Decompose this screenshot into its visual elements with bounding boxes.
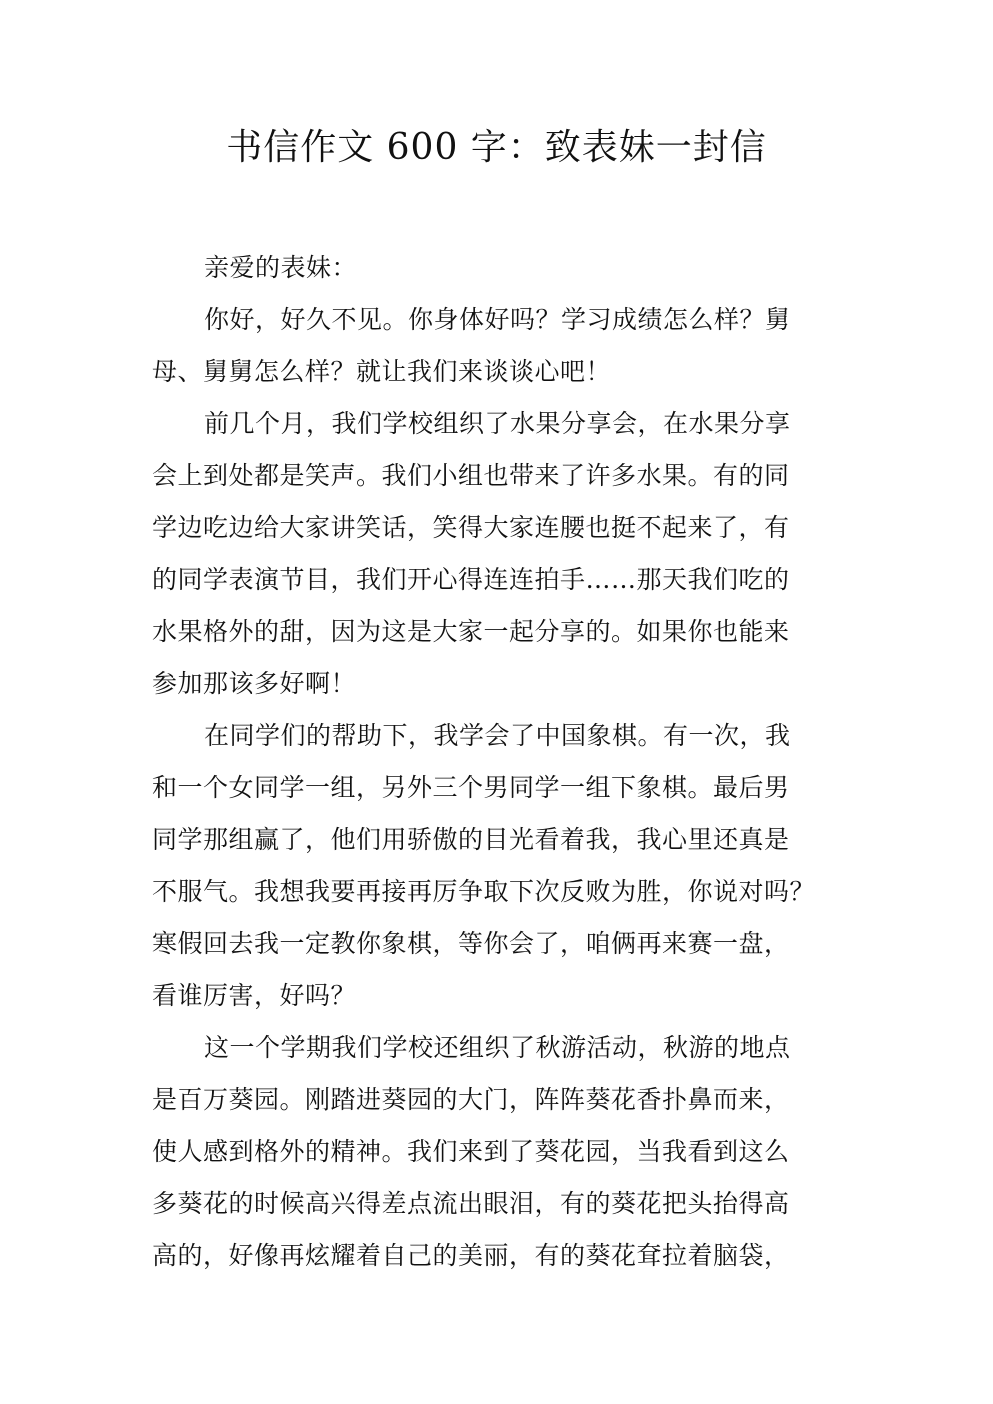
body-line: 参加那该多好啊！ <box>152 669 357 698</box>
body-line: 使人感到格外的精神。我们来到了葵花园，当我看到这么 <box>152 1137 790 1166</box>
body-line: 前几个月，我们学校组织了水果分享会，在水果分享 <box>204 409 791 438</box>
body-line: 看谁厉害，好吗？ <box>152 981 357 1010</box>
body-line: 和一个女同学一组，另外三个男同学一组下象棋。最后男 <box>152 773 790 802</box>
body-line: 水果格外的甜，因为这是大家一起分享的。如果你也能来 <box>152 617 790 646</box>
document-title: 书信作文 600 字：致表妹一封信 <box>226 127 767 168</box>
body-line: 会上到处都是笑声。我们小组也带来了许多水果。有的同 <box>152 461 790 490</box>
body-line: 寒假回去我一定教你象棋，等你会了，咱俩再来赛一盘， <box>152 929 790 958</box>
body-line: 高的，好像再炫耀着自己的美丽，有的葵花耷拉着脑袋， <box>152 1241 790 1270</box>
body-line: 这一个学期我们学校还组织了秋游活动，秋游的地点 <box>204 1033 791 1062</box>
body-line: 是百万葵园。刚踏进葵园的大门，阵阵葵花香扑鼻而来， <box>152 1085 790 1114</box>
body-line: 不服气。我想我要再接再厉争取下次反败为胜，你说对吗？ <box>152 877 816 906</box>
salutation: 亲爱的表妹： <box>204 253 358 282</box>
body-line: 在同学们的帮助下，我学会了中国象棋。有一次，我 <box>204 721 791 750</box>
body-line: 同学那组赢了，他们用骄傲的目光看着我，我心里还真是 <box>152 825 790 854</box>
body-line: 学边吃边给大家讲笑话，笑得大家连腰也挺不起来了，有 <box>152 513 790 542</box>
body-line: 你好，好久不见。你身体好吗？学习成绩怎么样？舅 <box>204 305 791 334</box>
body-line: 多葵花的时候高兴得差点流出眼泪，有的葵花把头抬得高 <box>152 1189 790 1218</box>
body-line: 母、舅舅怎么样？就让我们来谈谈心吧！ <box>152 357 612 386</box>
body-line: 的同学表演节目，我们开心得连连拍手……那天我们吃的 <box>152 565 790 594</box>
